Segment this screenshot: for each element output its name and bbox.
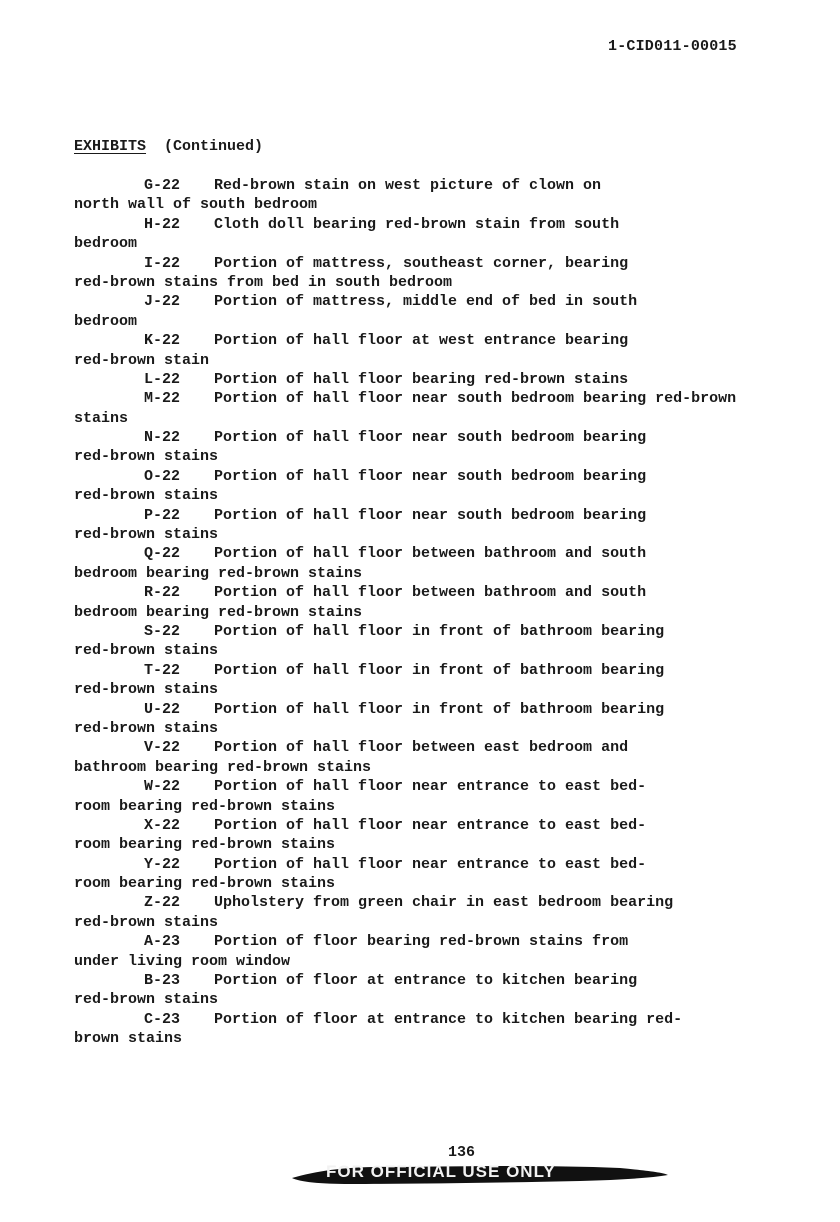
exhibit-code: W-22 xyxy=(144,778,181,796)
exhibit-entry-continuation xyxy=(74,351,814,370)
exhibit-code: Z-22 xyxy=(144,894,181,912)
exhibit-description: Upholstery from green chair in east bedroom bearing xyxy=(214,894,674,912)
exhibit-entry xyxy=(74,370,814,389)
exhibit-description: Red-brown stain on west picture of clown on xyxy=(214,177,602,194)
exhibit-description: bedroom xyxy=(74,312,138,330)
exhibit-code: I-22 xyxy=(144,254,181,272)
exhibit-entry xyxy=(74,932,814,951)
document-id: 1-CID011-00015 xyxy=(608,38,737,55)
exhibit-entry xyxy=(74,738,814,757)
exhibit-code: G-22 xyxy=(144,177,181,194)
exhibit-code: R-22 xyxy=(144,584,181,602)
exhibit-entry-continuation xyxy=(74,641,814,660)
exhibit-description: Portion of hall floor between bathroom and south xyxy=(214,584,647,602)
heading-title: EXHIBITS xyxy=(74,138,147,155)
exhibit-code: B-23 xyxy=(144,972,181,990)
exhibit-entry xyxy=(74,176,814,195)
exhibit-entry-continuation xyxy=(74,758,814,777)
exhibit-description: Portion of mattress, middle end of bed in south xyxy=(214,293,638,311)
exhibit-description: red-brown stains from bed in south bedroom xyxy=(74,273,453,291)
exhibit-entry xyxy=(74,777,814,796)
exhibit-description: red-brown stains xyxy=(74,913,219,931)
exhibit-code: L-22 xyxy=(144,370,181,388)
exhibit-description: Portion of hall floor near entrance to east bed- xyxy=(214,778,647,796)
exhibit-description: Portion of hall floor bearing red-brown stains xyxy=(214,370,629,388)
exhibit-description: Portion of hall floor near south bedroom bearing xyxy=(214,467,647,485)
exhibit-entry xyxy=(74,544,814,563)
exhibit-description: bedroom bearing red-brown stains xyxy=(74,564,363,582)
exhibit-description: room bearing red-brown stains xyxy=(74,836,336,854)
exhibit-description: Portion of hall floor between bathroom and south xyxy=(214,545,647,563)
exhibit-entry xyxy=(74,700,814,719)
exhibit-entry-continuation xyxy=(74,603,814,622)
exhibit-description: room bearing red-brown stains xyxy=(74,875,336,893)
exhibit-entry-continuation xyxy=(74,680,814,699)
exhibit-entry-continuation xyxy=(74,486,814,505)
exhibit-entry xyxy=(74,292,814,311)
exhibit-entry-continuation xyxy=(74,719,814,738)
exhibit-code: J-22 xyxy=(144,293,181,311)
exhibit-description: Portion of floor at entrance to kitchen bearing xyxy=(214,972,638,990)
exhibit-entry xyxy=(74,389,814,408)
exhibit-entry-continuation xyxy=(74,952,814,971)
exhibit-entry-continuation xyxy=(74,234,814,253)
exhibit-entry xyxy=(74,622,814,641)
exhibit-entry xyxy=(74,1010,814,1029)
exhibit-entry xyxy=(74,816,814,835)
section-heading xyxy=(74,138,263,155)
official-use-stamp: FOR OFFICIAL USE ONLY xyxy=(326,1162,556,1181)
exhibit-entry xyxy=(74,583,814,602)
exhibit-entry-continuation xyxy=(74,564,814,583)
exhibit-description: brown stains xyxy=(74,1030,183,1048)
heading-subtitle: (Continued) xyxy=(164,138,264,155)
page-number: 136 xyxy=(448,1144,476,1161)
exhibit-entry xyxy=(74,893,814,912)
exhibit-description: Portion of hall floor at west entrance bearing xyxy=(214,332,629,350)
exhibit-code: Y-22 xyxy=(144,855,181,873)
exhibit-description: red-brown stains xyxy=(74,991,219,1009)
exhibit-description: Portion of hall floor near south bedroom bearing xyxy=(214,429,647,447)
exhibit-description: stains xyxy=(74,409,129,427)
exhibit-entry-continuation xyxy=(74,913,814,932)
exhibit-description: Portion of floor bearing red-brown stains from xyxy=(214,933,629,951)
exhibit-description: red-brown stain xyxy=(74,351,210,369)
exhibit-entry xyxy=(74,428,814,447)
exhibit-description: room bearing red-brown stains xyxy=(74,797,336,815)
exhibit-code: A-23 xyxy=(144,933,181,951)
exhibit-description: bathroom bearing red-brown stains xyxy=(74,758,372,776)
exhibit-entry-continuation xyxy=(74,525,814,544)
exhibit-description: Portion of hall floor in front of bathroom bearing xyxy=(214,700,665,718)
exhibit-description: bedroom bearing red-brown stains xyxy=(74,603,363,621)
exhibit-entry-continuation xyxy=(74,874,814,893)
exhibit-entry xyxy=(74,971,814,990)
exhibit-description: red-brown stains xyxy=(74,448,219,466)
exhibit-description: red-brown stains xyxy=(74,719,219,737)
exhibit-code: V-22 xyxy=(144,739,181,757)
exhibit-description: Portion of floor at entrance to kitchen bearing red- xyxy=(214,1010,683,1028)
exhibit-code: P-22 xyxy=(144,506,181,524)
exhibit-entry-continuation xyxy=(74,1029,814,1048)
exhibit-list xyxy=(74,176,814,1049)
exhibit-entry-continuation xyxy=(74,797,814,816)
exhibit-description: Portion of hall floor near entrance to east bed- xyxy=(214,855,647,873)
exhibit-code: U-22 xyxy=(144,700,181,718)
exhibit-entry xyxy=(74,331,814,350)
exhibit-entry-continuation xyxy=(74,312,814,331)
exhibit-code: S-22 xyxy=(144,622,181,640)
exhibit-description: red-brown stains xyxy=(74,642,219,660)
exhibit-description: Portion of hall floor near south bedroom bearing red-brown xyxy=(214,390,737,408)
exhibit-entry-continuation xyxy=(74,447,814,466)
exhibit-entry-continuation xyxy=(74,990,814,1009)
exhibit-description: red-brown stains xyxy=(74,526,219,544)
exhibit-description: under living room window xyxy=(74,952,291,970)
exhibit-description: Portion of hall floor near entrance to east bed- xyxy=(214,816,647,834)
exhibit-entry xyxy=(74,661,814,680)
exhibit-description: Cloth doll bearing red-brown stain from south xyxy=(214,215,620,233)
exhibit-entry xyxy=(74,506,814,525)
exhibit-code: M-22 xyxy=(144,390,181,408)
exhibit-code: O-22 xyxy=(144,467,181,485)
exhibit-description: Portion of hall floor in front of bathroom bearing xyxy=(214,661,665,679)
exhibit-description: Portion of mattress, southeast corner, bearing xyxy=(214,254,629,272)
exhibit-entry xyxy=(74,215,814,234)
exhibit-description: Portion of hall floor near south bedroom bearing xyxy=(214,506,647,524)
exhibit-code: H-22 xyxy=(144,215,181,233)
exhibit-code: C-23 xyxy=(144,1010,181,1028)
exhibit-entry xyxy=(74,254,814,273)
exhibit-entry-continuation xyxy=(74,835,814,854)
exhibit-description: Portion of hall floor in front of bathroom bearing xyxy=(214,622,665,640)
exhibit-code: N-22 xyxy=(144,429,181,447)
exhibit-code: X-22 xyxy=(144,816,181,834)
exhibit-code: T-22 xyxy=(144,661,181,679)
page-footer xyxy=(290,1140,670,1200)
exhibit-description: Portion of hall floor between east bedroom and xyxy=(214,739,629,757)
exhibit-entry xyxy=(74,467,814,486)
exhibit-entry-continuation xyxy=(74,195,814,214)
exhibit-entry xyxy=(74,855,814,874)
exhibit-description: north wall of south bedroom xyxy=(74,196,318,214)
exhibit-description: bedroom xyxy=(74,235,138,253)
exhibit-description: red-brown stains xyxy=(74,487,219,505)
exhibit-description: red-brown stains xyxy=(74,681,219,699)
exhibit-entry-continuation xyxy=(74,409,814,428)
exhibit-entry-continuation xyxy=(74,273,814,292)
exhibit-code: K-22 xyxy=(144,332,181,350)
exhibit-code: Q-22 xyxy=(144,545,181,563)
